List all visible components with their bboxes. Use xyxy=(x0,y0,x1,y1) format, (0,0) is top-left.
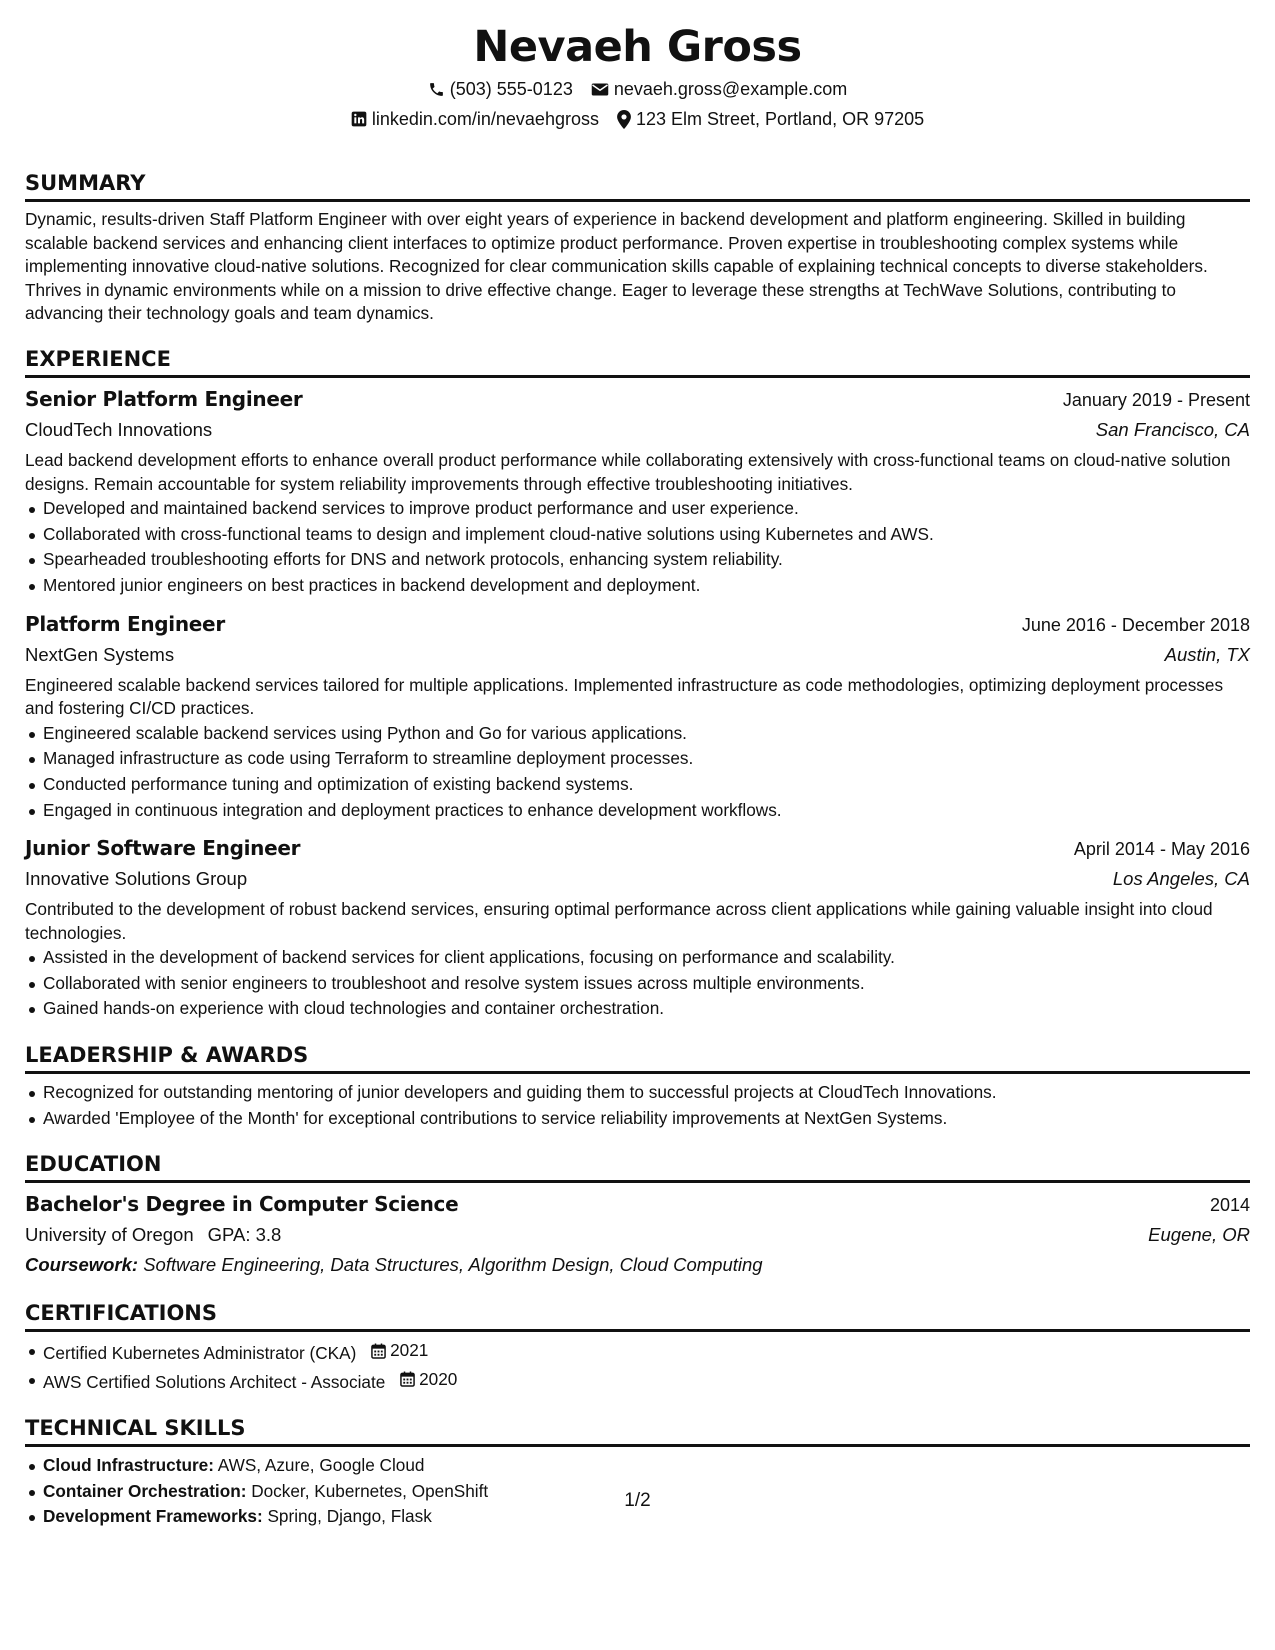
job-title: Senior Platform Engineer xyxy=(25,386,303,411)
job-title: Platform Engineer xyxy=(25,611,225,636)
contact-row-2 xyxy=(25,104,1250,134)
cert-year: 2020 xyxy=(419,1368,458,1389)
linkedin-icon xyxy=(351,111,367,127)
job-entry xyxy=(25,609,1250,824)
job-dates: January 2019 - Present xyxy=(1062,389,1250,410)
calendar-icon xyxy=(400,1371,415,1387)
company-name: NextGen Systems xyxy=(25,643,175,665)
school-name: University of Oregon xyxy=(25,1224,194,1246)
bullet-item: Collaborated with cross-functional teams to design and implement cloud-native solutions using Kubernetes and AWS. xyxy=(43,522,1250,548)
cert-item xyxy=(43,1367,1250,1395)
job-bullets xyxy=(25,721,1250,823)
coursework xyxy=(25,1250,1250,1280)
job-description: Engineered scalable backend services tailored for multiple applications. Implemented infrastructure as code methodologies, optimizing deployment processes and fostering CI/CD practices. xyxy=(25,674,1224,719)
bullet-item: Engineered scalable backend services using Python and Go for various applications. xyxy=(43,721,1250,747)
job-description: Lead backend development efforts to enhance overall product performance while collaborating extensively with cross-functional teams on cloud-native solution designs. Remain accountable for system reliability improvements through effective troubleshooting initiatives. xyxy=(25,449,1231,494)
address-contact xyxy=(617,104,924,134)
skill-value: Docker, Kubernetes, OpenShift xyxy=(251,1480,489,1501)
candidate-name: Nevaeh Gross xyxy=(473,22,802,72)
phone-text: (503) 555-0123 xyxy=(449,79,573,99)
job-dates: April 2014 - May 2016 xyxy=(1073,839,1250,860)
skills-heading: TECHNICAL SKILLS xyxy=(25,1415,1250,1447)
coursework-label: Coursework: xyxy=(25,1254,139,1276)
contact-row-1 xyxy=(25,74,1250,104)
summary-heading: SUMMARY xyxy=(25,170,1250,202)
linkedin-contact[interactable] xyxy=(351,104,599,134)
award-item: Recognized for outstanding mentoring of junior developers and guiding them to successful projects at CloudTech Innovations. xyxy=(43,1080,1250,1106)
linkedin-text[interactable]: linkedin.com/in/nevaehgross xyxy=(371,109,599,129)
experience-heading: EXPERIENCE xyxy=(25,346,1250,378)
calendar-icon xyxy=(371,1343,386,1359)
cert-item xyxy=(43,1338,1250,1366)
graduation-year: 2014 xyxy=(1209,1195,1250,1216)
company-name: CloudTech Innovations xyxy=(25,418,213,440)
page-number: 1/2 xyxy=(624,1490,651,1511)
job-entry xyxy=(25,833,1250,1022)
skill-item xyxy=(43,1453,1250,1479)
skill-value: AWS, Azure, Google Cloud xyxy=(217,1455,425,1476)
job-description: Contributed to the development of robust backend services, ensuring optimal performance across client applications while gaining valuable insight into cloud technologies. xyxy=(25,899,1213,943)
cert-name: AWS Certified Solutions Architect - Associate xyxy=(43,1371,386,1392)
job-bullets xyxy=(25,496,1250,598)
job-title: Junior Software Engineer xyxy=(25,836,301,861)
bullet-item: Assisted in the development of backend services for client applications, focusing on performance and scalability. xyxy=(43,945,1250,971)
summary-text: Dynamic, results-driven Staff Platform Engineer with over eight years of experience in backend development and platform engineering. Skilled in building scalable backend services and enhancing client interfaces to optimize product performance. Proven expertise in troubleshooting complex systems while implementing innovative cloud-native solutions. Recognized for clear communication skills capable of explaining technical concepts to diverse stakeholders. Thrives in dynamic environments while on a mission to drive effective change. Eager to leverage these strengths at TechWave Solutions, contributing to advancing their technology goals and team dynamics. xyxy=(25,209,1208,324)
skill-label: Development Frameworks: xyxy=(43,1506,263,1527)
leadership-list xyxy=(25,1080,1250,1131)
school-location: Eugene, OR xyxy=(1148,1224,1250,1246)
envelope-icon xyxy=(591,82,609,97)
bullet-item: Mentored junior engineers on best practices in backend development and deployment. xyxy=(43,573,1250,599)
certifications-heading: CERTIFICATIONS xyxy=(25,1300,1250,1332)
email-text[interactable]: nevaeh.gross@example.com xyxy=(613,79,848,99)
cert-name: Certified Kubernetes Administrator (CKA) xyxy=(43,1343,357,1364)
coursework-list: Software Engineering, Data Structures, Algorithm Design, Cloud Computing xyxy=(143,1254,763,1276)
bullet-item: Developed and maintained backend services to improve product performance and user experience. xyxy=(43,496,1250,522)
job-location: San Francisco, CA xyxy=(1095,418,1250,440)
job-location: Austin, TX xyxy=(1164,643,1250,665)
phone-contact xyxy=(428,74,573,104)
bullet-item: Engaged in continuous integration and deployment practices to enhance development workflows. xyxy=(43,798,1250,824)
bullet-item: Spearheaded troubleshooting efforts for DNS and network protocols, enhancing system reliability. xyxy=(43,547,1250,573)
degree-title: Bachelor's Degree in Computer Science xyxy=(25,1192,459,1217)
bullet-item: Conducted performance tuning and optimization of existing backend systems. xyxy=(43,772,1250,798)
skill-label: Cloud Infrastructure: xyxy=(43,1455,214,1476)
job-location: Los Angeles, CA xyxy=(1112,868,1250,890)
job-dates: June 2016 - December 2018 xyxy=(1021,614,1250,635)
address-text: 123 Elm Street, Portland, OR 97205 xyxy=(635,109,925,129)
skill-label: Container Orchestration: xyxy=(43,1480,247,1501)
gpa: GPA: 3.8 xyxy=(207,1224,282,1246)
cert-year: 2021 xyxy=(390,1340,429,1361)
bullet-item: Managed infrastructure as code using Terraform to streamline deployment processes. xyxy=(43,746,1250,772)
leadership-heading: LEADERSHIP & AWARDS xyxy=(25,1042,1250,1074)
resume-page xyxy=(25,20,1250,1530)
award-item: Awarded 'Employee of the Month' for exceptional contributions to service reliability improvements at NextGen Systems. xyxy=(43,1106,1250,1132)
skill-value: Spring, Django, Flask xyxy=(267,1506,432,1527)
bullet-item: Gained hands-on experience with cloud technologies and container orchestration. xyxy=(43,996,1250,1022)
job-entry xyxy=(25,384,1250,599)
email-contact[interactable] xyxy=(591,74,847,104)
phone-icon xyxy=(428,81,445,98)
education-heading: EDUCATION xyxy=(25,1151,1250,1183)
bullet-item: Collaborated with senior engineers to troubleshoot and resolve system issues across multiple environments. xyxy=(43,971,1250,997)
certifications-list xyxy=(25,1338,1250,1395)
company-name: Innovative Solutions Group xyxy=(25,868,248,890)
map-pin-icon xyxy=(617,110,631,129)
job-bullets xyxy=(25,945,1250,1022)
